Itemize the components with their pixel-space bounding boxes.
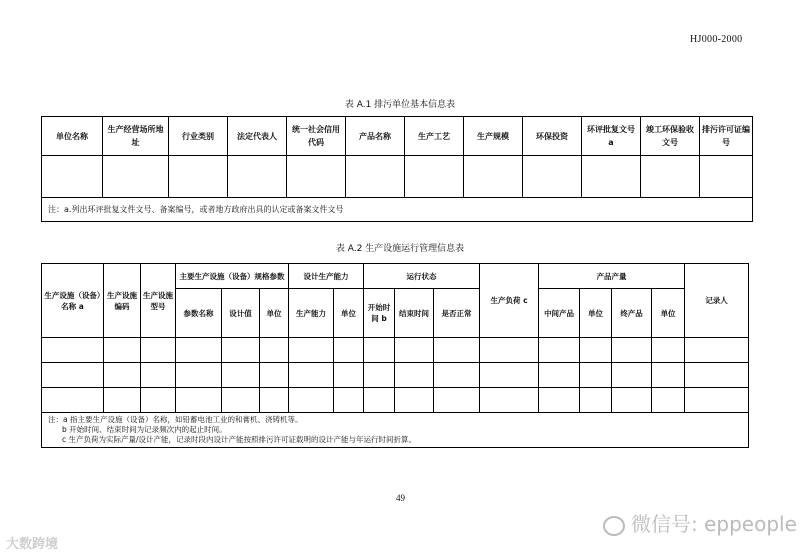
watermark-right <box>603 508 797 537</box>
header-recorder: 记录人 <box>685 264 749 338</box>
header-normal: 是否正常 <box>434 289 480 338</box>
header-process: 生产工艺 <box>405 117 464 156</box>
header-facility-name: 生产设施（设备）名称 a <box>42 264 104 338</box>
header-load: 生产负荷 c <box>480 264 539 338</box>
wechat-icon <box>603 516 625 536</box>
header-investment: 环保投资 <box>523 117 582 156</box>
header-address: 生产经营场所地址 <box>103 117 169 156</box>
header-start-time: 开始时间 b <box>364 289 395 338</box>
header-acceptance: 竣工环保验收文号 <box>641 117 700 156</box>
table2-facility-operation <box>41 263 749 448</box>
header-unit: 单位 <box>580 289 612 338</box>
header-intermediate: 中间产品 <box>539 289 580 338</box>
note-line: b 开始时间、结束时间为记录频次内的起止时间。 <box>62 425 227 434</box>
header-run-status: 运行状态 <box>364 264 480 289</box>
table2-caption: 表 A.2 生产设施运行管理信息表 <box>335 244 465 254</box>
header-unit-name: 单位名称 <box>42 117 103 156</box>
page-number: 49 <box>396 493 405 503</box>
header-param-name: 参数名称 <box>176 289 222 338</box>
note-line: 注：a 指主要生产设施（设备）名称，如铅蓄电池工业的和膏机、浇铸机等。 <box>48 415 303 424</box>
header-output: 产品产量 <box>539 264 685 289</box>
header-design-capacity: 设计生产能力 <box>289 264 364 289</box>
header-legal-rep: 法定代表人 <box>228 117 287 156</box>
watermark-left: 大数跨境 <box>6 537 59 552</box>
header-credit-code: 统一社会信用代码 <box>287 117 346 156</box>
header-eia-approval: 环评批复文号 a <box>582 117 641 156</box>
header-capacity: 生产能力 <box>289 289 334 338</box>
table1-caption: 表 A.1 排污单位基本信息表 <box>344 100 456 110</box>
header-facility-type: 生产设施型号 <box>141 264 176 338</box>
header-industry: 行业类别 <box>169 117 228 156</box>
table1-note: 注：a.列出环评批复文件文号、备案编号，或者地方政府出具的认定或备案文件文号 <box>42 198 753 222</box>
header-permit-no: 排污许可证编号 <box>700 117 753 156</box>
header-unit: 单位 <box>652 289 685 338</box>
table1-enterprise-info <box>41 116 753 222</box>
header-main-params: 主要生产设施（设备）规格参数 <box>176 264 289 289</box>
header-product: 产品名称 <box>346 117 405 156</box>
header-scale: 生产规模 <box>464 117 523 156</box>
table-row <box>42 388 749 413</box>
table2-note <box>42 413 749 448</box>
table-row <box>42 363 749 388</box>
header-unit: 单位 <box>260 289 289 338</box>
table-row <box>42 338 749 363</box>
header-facility-code: 生产设施编码 <box>104 264 141 338</box>
document-code: HJ000-2000 <box>690 34 743 45</box>
header-end-time: 结束时间 <box>395 289 434 338</box>
note-line: c 生产负荷为实际产量/设计产能，记录时段内设计产能按照排污许可证载明的设计产能与年运行时间折算。 <box>62 435 417 444</box>
header-design-value: 设计值 <box>222 289 260 338</box>
table-row <box>42 156 753 198</box>
header-final-product: 终产品 <box>612 289 652 338</box>
watermark-text: 微信号: eppeople <box>631 512 797 536</box>
header-unit: 单位 <box>334 289 364 338</box>
